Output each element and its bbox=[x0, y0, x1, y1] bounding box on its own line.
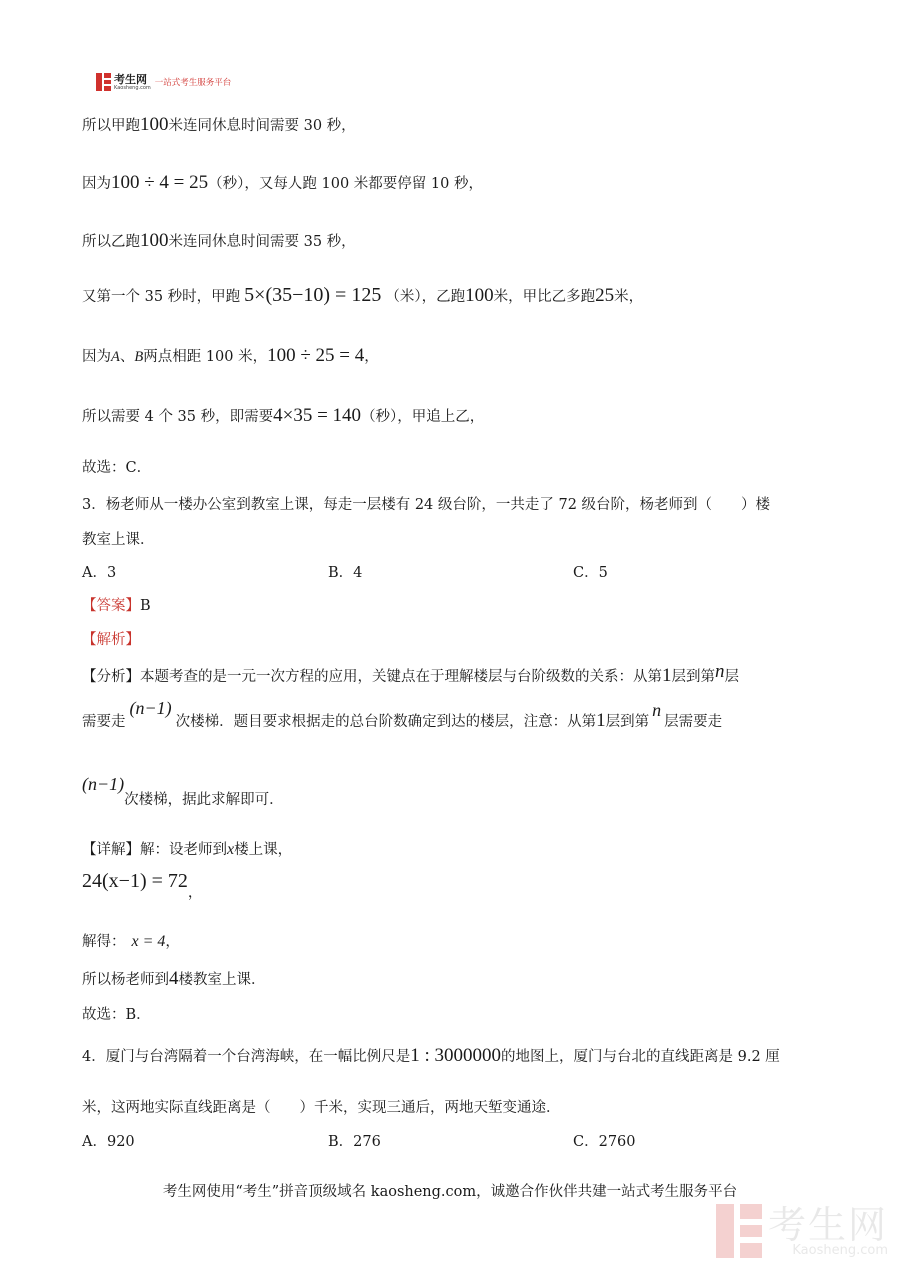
q4-option-c: C．2760 bbox=[573, 1134, 636, 1150]
q3-stem-1: 3．杨老师从一楼办公室到教室上课，每走一层楼有 24 级台阶，一共走了 72 级台阶，杨老师到（ ）楼 bbox=[82, 497, 771, 513]
q4-option-a: A．920 bbox=[82, 1134, 135, 1150]
q3-analysis-3: (n−1)次楼梯，据此求解即可． bbox=[82, 774, 284, 808]
answer-tag: 【答案】 bbox=[82, 598, 140, 614]
q3-option-b: B．4 bbox=[328, 565, 363, 581]
q3-choose: 故选：B． bbox=[82, 1007, 151, 1023]
logo-text bbox=[114, 74, 151, 91]
q4-stem-2: 米，这两地实际直线距离是（ ）千米，实现三通后，两地天堑变通途． bbox=[82, 1100, 561, 1116]
q3-answer: 【答案】B bbox=[82, 598, 151, 614]
watermark-logo bbox=[716, 1204, 888, 1258]
q3-option-a: A．3 bbox=[82, 565, 117, 581]
q3-equation: 24(x−1) = 72， bbox=[82, 870, 203, 901]
line-1: 所以甲跑100米连同休息时间需要 30 秒， bbox=[82, 114, 356, 135]
q3-option-c: C．5 bbox=[573, 565, 608, 581]
line-3: 所以乙跑100米连同休息时间需要 35 秒， bbox=[82, 230, 356, 251]
watermark-mark-icon bbox=[716, 1204, 762, 1258]
q4-option-b: B．276 bbox=[328, 1134, 381, 1150]
q4-stem-1: 4．厦门与台湾隔着一个台湾海峡，在一幅比例尺是1 : 3000000的地图上，厦门与台北的直线距离是 9.2 厘 bbox=[82, 1045, 780, 1066]
watermark-name: 考生网 bbox=[768, 1202, 889, 1247]
watermark-domain: Kaosheng.com bbox=[792, 1242, 889, 1258]
q3-conclusion: 所以杨老师到4楼教室上课． bbox=[82, 968, 266, 989]
q3-analysis-2: 需要走(n−1)次楼梯．题目要求根据走的总台阶数确定到达的楼层，注意：从第1层到第n层需要走 bbox=[82, 698, 723, 731]
logo-mark-icon bbox=[96, 73, 111, 91]
line-7: 故选：C． bbox=[82, 460, 152, 476]
line-6: 所以需要 4 个 35 秒，即需要4×35 = 140（秒），甲追上乙， bbox=[82, 405, 485, 426]
q3-stem-2: 教室上课． bbox=[82, 532, 155, 548]
q3-solve: 解得： x = 4， bbox=[82, 933, 180, 950]
q3-detail-1: 【详解】解：设老师到x楼上课， bbox=[82, 841, 293, 858]
q3-analysis-1: 【分析】本题考查的是一元一次方程的应用，关键点在于理解楼层与台阶级数的关系：从第1层到第n层 bbox=[82, 661, 739, 686]
line-5: 因为A、B两点相距 100 米，100 ÷ 25 = 4， bbox=[82, 345, 379, 366]
line-2: 因为100 ÷ 4 = 25（秒），又每人跑 100 米都要停留 10 秒， bbox=[82, 172, 483, 193]
header-slogan: 一站式考生服务平台 bbox=[154, 78, 232, 88]
logo-name: 考生网 bbox=[114, 72, 147, 86]
header-logo bbox=[96, 71, 231, 93]
line-4: 又第一个 35 秒时，甲跑 5×(35−10) = 125 （米），乙跑100米，甲比乙多跑25米， bbox=[82, 284, 644, 306]
page-footer: 考生网使用“考生”拼音顶级域名 kaosheng.com，诚邀合作伙伴共建一站式考生服务平台 bbox=[162, 1184, 738, 1200]
logo-domain: Kaosheng.com bbox=[114, 84, 151, 91]
q3-analysis-tag: 【解析】 bbox=[82, 632, 140, 648]
